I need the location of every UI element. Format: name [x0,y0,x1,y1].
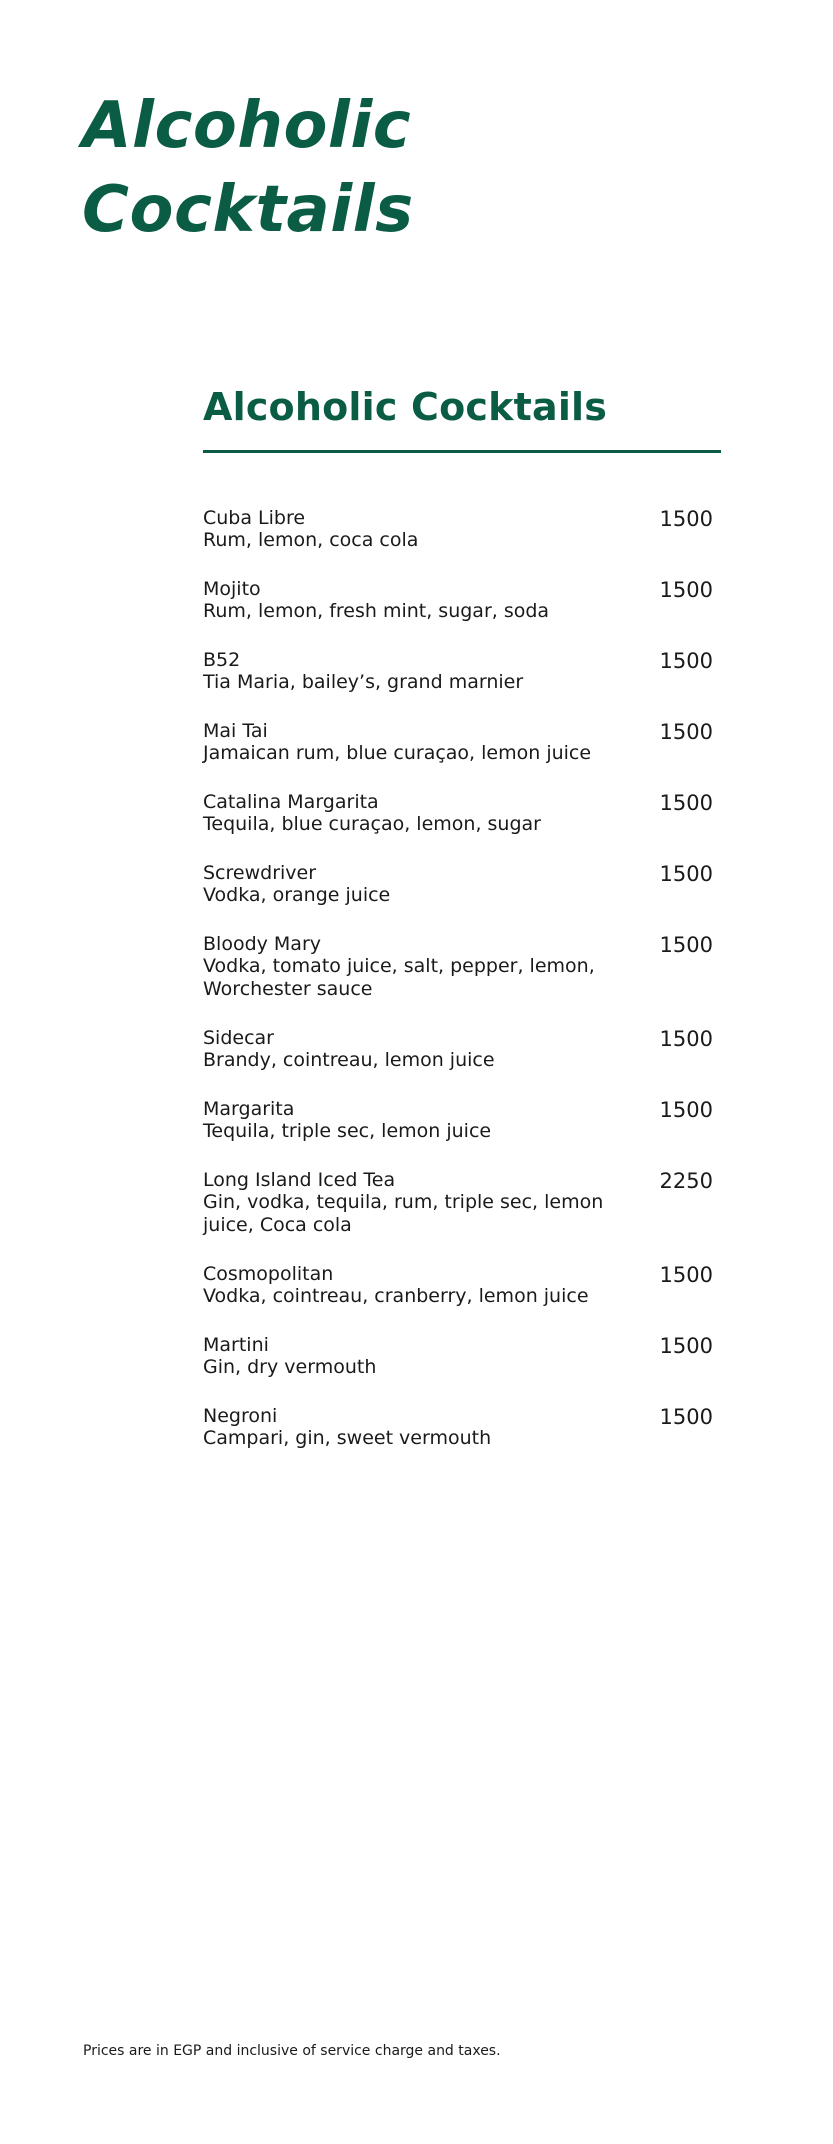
item-name: Screwdriver [203,862,317,884]
item-name: Margarita [203,1098,295,1120]
item-name: Bloody Mary [203,933,321,955]
page-title: Alcoholic Cocktails [82,89,414,247]
item-name: B52 [203,649,241,671]
price-footnote: Prices are in EGP and inclusive of service charge and taxes. [83,2043,501,2059]
item-price: 1500 [659,507,713,531]
item-price: 1500 [659,720,713,744]
item-description: Vodka, orange juice [203,884,391,906]
item-name: Sidecar [203,1027,274,1049]
item-price: 1500 [659,862,713,886]
item-name: Long Island Iced Tea [203,1169,396,1191]
menu-item [203,1263,723,1308]
item-price: 1500 [659,1334,713,1358]
menu-item [203,1098,723,1143]
menu-item [203,1334,723,1379]
menu-item [203,791,723,836]
item-name: Catalina Margarita [203,791,379,813]
item-description: Jamaican rum, blue curaçao, lemon juice [203,742,592,764]
menu-item [203,578,723,623]
item-description: Campari, gin, sweet vermouth [203,1427,492,1449]
menu-item [203,1169,723,1237]
section-divider [203,450,721,453]
menu-item [203,933,723,1001]
item-description: Rum, lemon, fresh mint, sugar, soda [203,600,550,622]
item-price: 1500 [659,1098,713,1122]
menu-item [203,720,723,765]
item-price: 1500 [659,1027,713,1051]
item-name: Martini [203,1334,269,1356]
item-price: 2250 [659,1169,713,1193]
item-description: Tequila, blue curaçao, lemon, sugar [203,813,541,835]
item-price: 1500 [659,791,713,815]
item-price: 1500 [659,649,713,673]
item-description: Tequila, triple sec, lemon juice [203,1120,492,1142]
item-name: Cosmopolitan [203,1263,334,1285]
menu-item [203,1405,723,1450]
menu-item [203,1027,723,1072]
menu-item [203,649,723,694]
item-description: Vodka, cointreau, cranberry, lemon juice [203,1285,589,1307]
item-price: 1500 [659,1405,713,1429]
menu-item [203,862,723,907]
item-name: Mai Tai [203,720,268,742]
item-name: Cuba Libre [203,507,306,529]
menu-item [203,507,723,552]
item-price: 1500 [659,578,713,602]
item-description: Tia Maria, bailey’s, grand marnier [203,671,524,693]
menu-section [203,380,723,1476]
item-description: Vodka, tomato juice, salt, pepper, lemon, Worchester sauce [203,955,595,1000]
menu-list [203,507,723,1450]
item-description: Gin, dry vermouth [203,1356,377,1378]
item-name: Mojito [203,578,261,600]
item-name: Negroni [203,1405,278,1427]
item-description: Brandy, cointreau, lemon juice [203,1049,495,1071]
item-description: Rum, lemon, coca cola [203,529,419,551]
item-price: 1500 [659,933,713,957]
item-description: Gin, vodka, tequila, rum, triple sec, lemon juice, Coca cola [203,1191,604,1236]
item-price: 1500 [659,1263,713,1287]
section-heading: Alcoholic Cocktails [203,385,608,429]
